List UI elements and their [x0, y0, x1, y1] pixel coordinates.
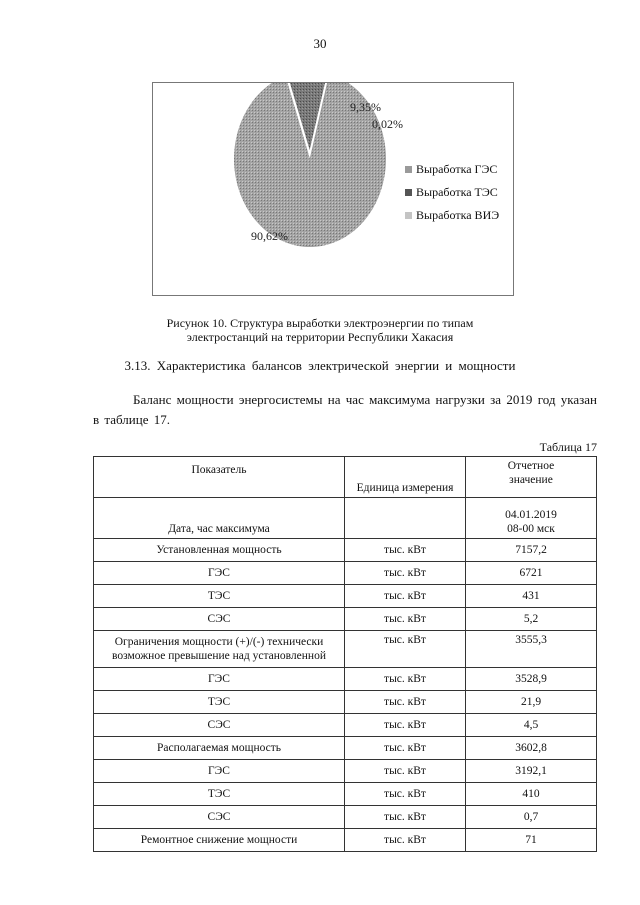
table-row	[94, 562, 597, 585]
section-heading: 3.13. Характеристика балансов электрической энергии и мощности	[124, 358, 516, 373]
table-header-row	[94, 457, 597, 498]
cell-indicator: Ограничения мощности (+)/(-) технически возможное превышение над установленной	[94, 631, 345, 668]
legend-swatch-thermal	[405, 189, 412, 196]
cell-value: 3192,1	[466, 760, 597, 783]
power-balance-table	[93, 456, 597, 852]
table-row	[94, 668, 597, 691]
table-row	[94, 539, 597, 562]
cell-indicator: Ремонтное снижение мощности	[94, 829, 345, 852]
legend-item	[405, 204, 499, 227]
legend-item	[405, 158, 499, 181]
cell-indicator: СЭС	[94, 714, 345, 737]
cell-value: 431	[466, 585, 597, 608]
pie-slice-label: 9,35%	[350, 100, 381, 114]
table-row	[94, 737, 597, 760]
cell-indicator: Установленная мощность	[94, 539, 345, 562]
cell-unit: тыс. кВт	[345, 806, 466, 829]
legend-swatch-hydro	[405, 166, 412, 173]
cell-value: 3555,3	[466, 631, 597, 668]
cell-unit: тыс. кВт	[345, 668, 466, 691]
cell-unit: тыс. кВт	[345, 585, 466, 608]
caption-line: Рисунок 10. Структура выработки электроэнергии по типам	[166, 316, 474, 330]
cell-indicator: ГЭС	[94, 562, 345, 585]
cell-value: 0,7	[466, 806, 597, 829]
legend-swatch-renewable	[405, 212, 412, 219]
header-value: Отчетное значение	[466, 457, 597, 498]
pie-slice-label: 0,02%	[372, 117, 403, 131]
cell-unit: тыс. кВт	[345, 829, 466, 852]
legend-label: Выработка ТЭС	[416, 185, 498, 199]
legend-item	[405, 181, 499, 204]
cell-unit: тыс. кВт	[345, 760, 466, 783]
table-row	[94, 806, 597, 829]
cell-indicator: СЭС	[94, 608, 345, 631]
chart-legend	[405, 158, 499, 227]
cell-value: 3602,8	[466, 737, 597, 760]
page-number: 30	[313, 36, 327, 51]
cell-value: 7157,2	[466, 539, 597, 562]
table-row	[94, 829, 597, 852]
cell-indicator: ТЭС	[94, 691, 345, 714]
header-indicator: Показатель	[94, 457, 345, 498]
cell-unit: тыс. кВт	[345, 562, 466, 585]
cell-value: 4,5	[466, 714, 597, 737]
table-row	[94, 498, 597, 539]
cell-value: 5,2	[466, 608, 597, 631]
cell-indicator: ТЭС	[94, 585, 345, 608]
body-paragraph: Баланс мощности энергосистемы на час максимума нагрузки за 2019 год указан в таблице 17.	[93, 392, 597, 427]
cell-indicator: Располагаемая мощность	[94, 737, 345, 760]
cell-value: 3528,9	[466, 668, 597, 691]
cell-unit: тыс. кВт	[345, 714, 466, 737]
table-row	[94, 631, 597, 668]
cell-indicator: СЭС	[94, 806, 345, 829]
cell-indicator: ТЭС	[94, 783, 345, 806]
legend-label: Выработка ГЭС	[416, 162, 498, 176]
table-row	[94, 714, 597, 737]
cell-value: 6721	[466, 562, 597, 585]
table-row	[94, 608, 597, 631]
cell-indicator: ГЭС	[94, 668, 345, 691]
cell-unit	[345, 498, 466, 539]
figure-caption	[0, 316, 640, 344]
cell-unit: тыс. кВт	[345, 539, 466, 562]
table-row	[94, 585, 597, 608]
cell-value: 21,9	[466, 691, 597, 714]
caption-line: электростанций на территории Республики Хакасия	[186, 330, 454, 344]
cell-indicator: Дата, час максимума	[94, 498, 345, 539]
header-unit: Единица измерения	[345, 457, 466, 498]
cell-indicator: ГЭС	[94, 760, 345, 783]
cell-unit: тыс. кВт	[345, 783, 466, 806]
table-label: Таблица 17	[539, 440, 597, 454]
pie-chart-frame	[152, 82, 514, 296]
cell-value: 71	[466, 829, 597, 852]
cell-unit: тыс. кВт	[345, 691, 466, 714]
table-row	[94, 760, 597, 783]
cell-unit: тыс. кВт	[345, 737, 466, 760]
cell-unit: тыс. кВт	[345, 608, 466, 631]
cell-value: 410	[466, 783, 597, 806]
legend-label: Выработка ВИЭ	[416, 208, 500, 222]
cell-unit: тыс. кВт	[345, 631, 466, 668]
pie-slice-label: 90,62%	[251, 229, 288, 243]
table-row	[94, 783, 597, 806]
cell-value: 04.01.2019 08-00 мск	[466, 498, 597, 539]
table-row	[94, 691, 597, 714]
